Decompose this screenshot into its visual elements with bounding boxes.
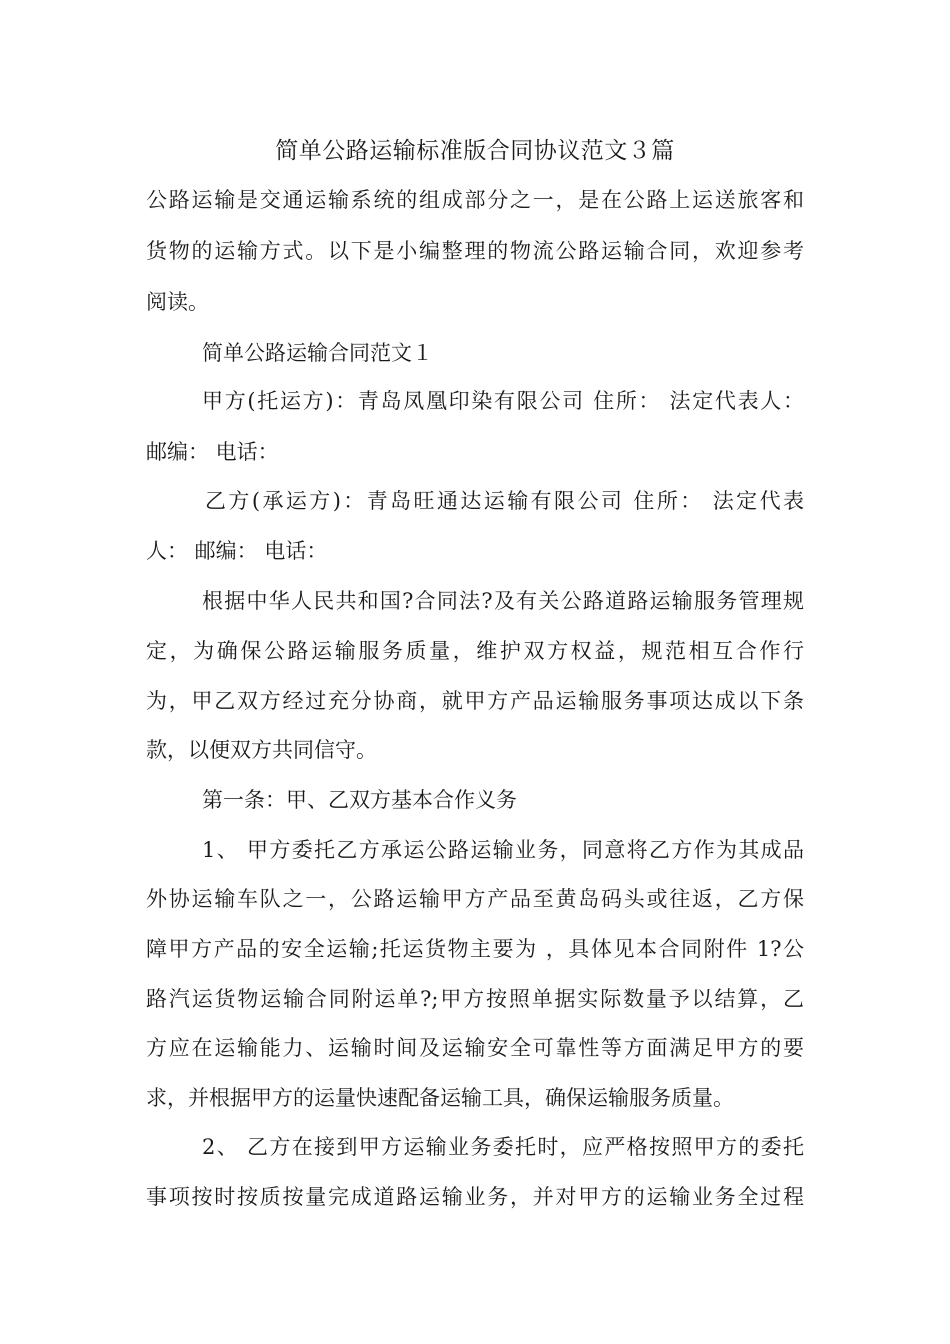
section-heading: 简单公路运输合同范文１ — [202, 341, 433, 365]
intro-line-2: 货物的运输方式。以下是小编整理的物流公路运输合同，欢迎参考 — [146, 239, 804, 263]
clause-1-line-5: 方应在运输能力、运输时间及运输安全可靠性等方面满足甲方的要 — [146, 1036, 804, 1060]
clause-1-line-4: 路汽运货物运输合同附运单?;甲方按照单据实际数量予以结算，乙 — [146, 987, 804, 1011]
party-b-line-2: 人： 邮编： 电话： — [146, 539, 328, 563]
party-a-line-1: 甲方(托运方)：青岛凤凰印染有限公司 住所： 法定代表人： — [202, 389, 804, 413]
clause-1-line-2: 外协运输车队之一，公路运输甲方产品至黄岛码头或往返，乙方保 — [146, 887, 804, 911]
preamble-line-3: 为，甲乙双方经过充分协商，就甲方产品运输服务事项达成以下条 — [146, 689, 804, 713]
clause-2-line-1: 2、 乙方在接到甲方运输业务委托时，应严格按照甲方的委托 — [202, 1135, 804, 1159]
clause-1-line-1: 1、 甲方委托乙方承运公路运输业务，同意将乙方作为其成品 — [202, 838, 804, 862]
clause-2-line-2: 事项按时按质按量完成道路运输业务，并对甲方的运输业务全过程 — [146, 1185, 804, 1209]
clause-1-line-3: 障甲方产品的安全运输;托运货物主要为 ，具体见本合同附件 1?公 — [146, 937, 804, 961]
party-a-line-2: 邮编： 电话： — [146, 440, 279, 464]
article-1-heading: 第一条：甲、乙双方基本合作义务 — [202, 788, 517, 812]
clause-1-line-6: 求，并根据甲方的运量快速配备运输工具，确保运输服务质量。 — [146, 1086, 734, 1110]
intro-line-1: 公路运输是交通运输系统的组成部分之一，是在公路上运送旅客和 — [146, 188, 804, 212]
intro-line-3: 阅读。 — [146, 290, 209, 314]
document-title: 简单公路运输标准版合同协议范文３篇 — [275, 138, 675, 164]
preamble-line-2: 定，为确保公路运输服务质量，维护双方权益，规范相互合作行 — [146, 639, 804, 663]
party-b-line-1: 乙方(承运方)：青岛旺通达运输有限公司 住所： 法定代表 — [205, 489, 804, 513]
preamble-line-1: 根据中华人民共和国?合同法?及有关公路道路运输服务管理规 — [202, 589, 804, 613]
preamble-line-4: 款，以便双方共同信守。 — [146, 738, 377, 762]
